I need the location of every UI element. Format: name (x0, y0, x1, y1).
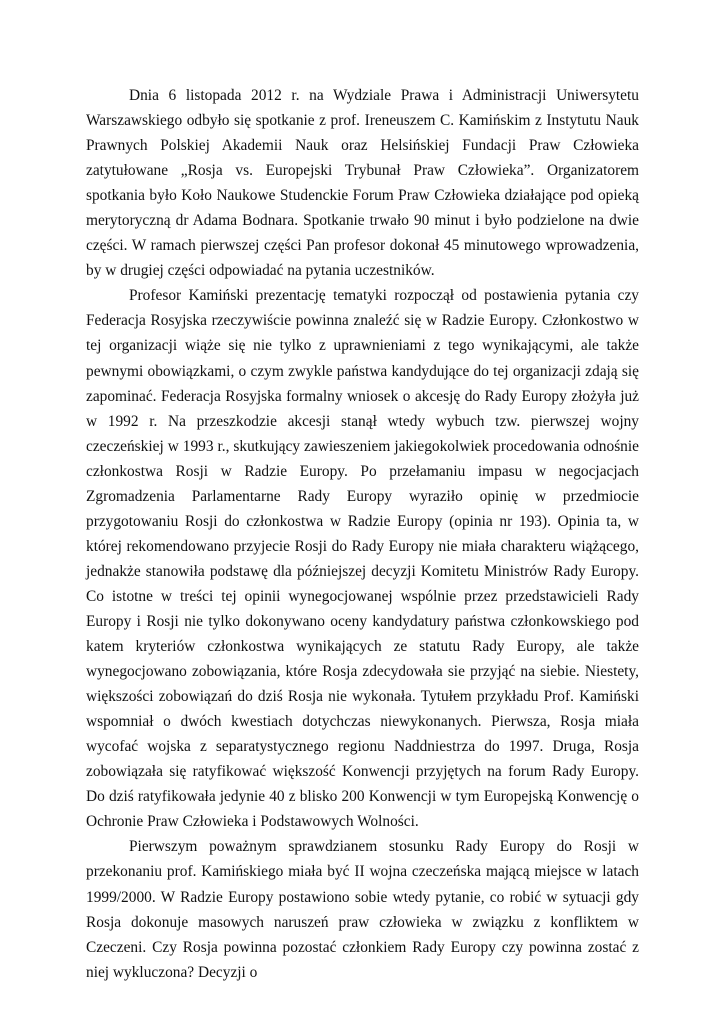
paragraph-meeting-intro: Dnia 6 listopada 2012 r. na Wydziale Prawa i Administracji Uniwersytetu Warszawskiego odbyło się spotkanie z prof. Ireneuszem C. Kamińskim z Instytutu Nauk Prawnych Polskiej Akademii Nauk oraz Helsińskiej Fundacji Praw Człowieka zatytułowane „Rosja vs. Europejski Trybunał Praw Człowieka”. Organizatorem spotkania było Koło Naukowe Studenckie Forum Praw Człowieka działające pod opieką merytoryczną dr Adama Bodnara. Spotkanie trwało 90 minut i było podzielone na dwie części. W ramach pierwszej części Pan profesor dokonał 45 minutowego wprowadzenia, by w drugiej części odpowiadać na pytania uczestników. (86, 87, 639, 280)
document-page (86, 83, 639, 985)
paragraph-russia-accession: Profesor Kamiński prezentację tematyki rozpoczął od postawienia pytania czy Federacja Rosyjska rzeczywiście powinna znaleźć się w Radzie Europy. Członkostwo w tej organizacji wiąże się nie tylko z uprawnieniami z tego wynikającymi, ale także pewnymi obowiązkami, o czym zwykle państwa kandydujące do tej organizacji zdają się zapominać. Federacja Rosyjska formalny wniosek o akcesję do Rady Europy złożyła już w 1992 r. Na przeszkodzie akcesji stanął wtedy wybuch tzw. pierwszej wojny czeczeńskiej w 1993 r., skutkujący zawieszeniem jakiegokolwiek procedowania odnośnie członkostwa Rosji w Radzie Europy. Po przełamaniu impasu w negocjacjach Zgromadzenia Parlamentarne Rady Europy wyraziło opinię w przedmiocie przygotowaniu Rosji do członkostwa w Radzie Europy (opinia nr 193). Opinia ta, w której rekomendowano przyjecie Rosji do Rady Europy nie miała charakteru wiążącego, jednakże stanowiła podstawę dla późniejszej decyzji Komitetu Ministrów Rady Europy. Co istotne w treści tej opinii wynegocjowanej wspólnie przez przedstawicieli Rady Europy i Rosji nie tylko dokonywano oceny kandydatury państwa członkowskiego pod katem kryteriów członkostwa wynikających ze statutu Rady Europy, ale także wynegocjowano zobowiązania, które Rosja zdecydowała sie przyjąć na siebie. Niestety, większości zobowiązań do dziś Rosja nie wykonała. Tytułem przykładu Prof. Kamiński wspomniał o dwóch kwestiach dotychczas niewykonanych. Pierwsza, Rosja miała wycofać wojska z separatystycznego regionu Naddniestrza do 1997. Druga, Rosja zobowiązała się ratyfikować większość Konwencji przyjętych na forum Rady Europy. Do dziś ratyfikowała jedynie 40 z blisko 200 Konwencji w tym Europejską Konwencję o Ochronie Praw Człowieka i Podstawowych Wolności. (86, 287, 639, 831)
paragraph-chechen-war: Pierwszym poważnym sprawdzianem stosunku Rady Europy do Rosji w przekonaniu prof. Kamińskiego miała być II wojna czeczeńska mającą miejsce w latach 1999/2000. W Radzie Europy postawiono sobie wtedy pytanie, co robić w sytuacji gdy Rosja dokonuje masowych naruszeń praw człowieka w związku z konfliktem w Czeczeni. Czy Rosja powinna pozostać członkiem Rady Europy czy powinna zostać z niej wykluczona? Decyzji o (86, 838, 639, 981)
